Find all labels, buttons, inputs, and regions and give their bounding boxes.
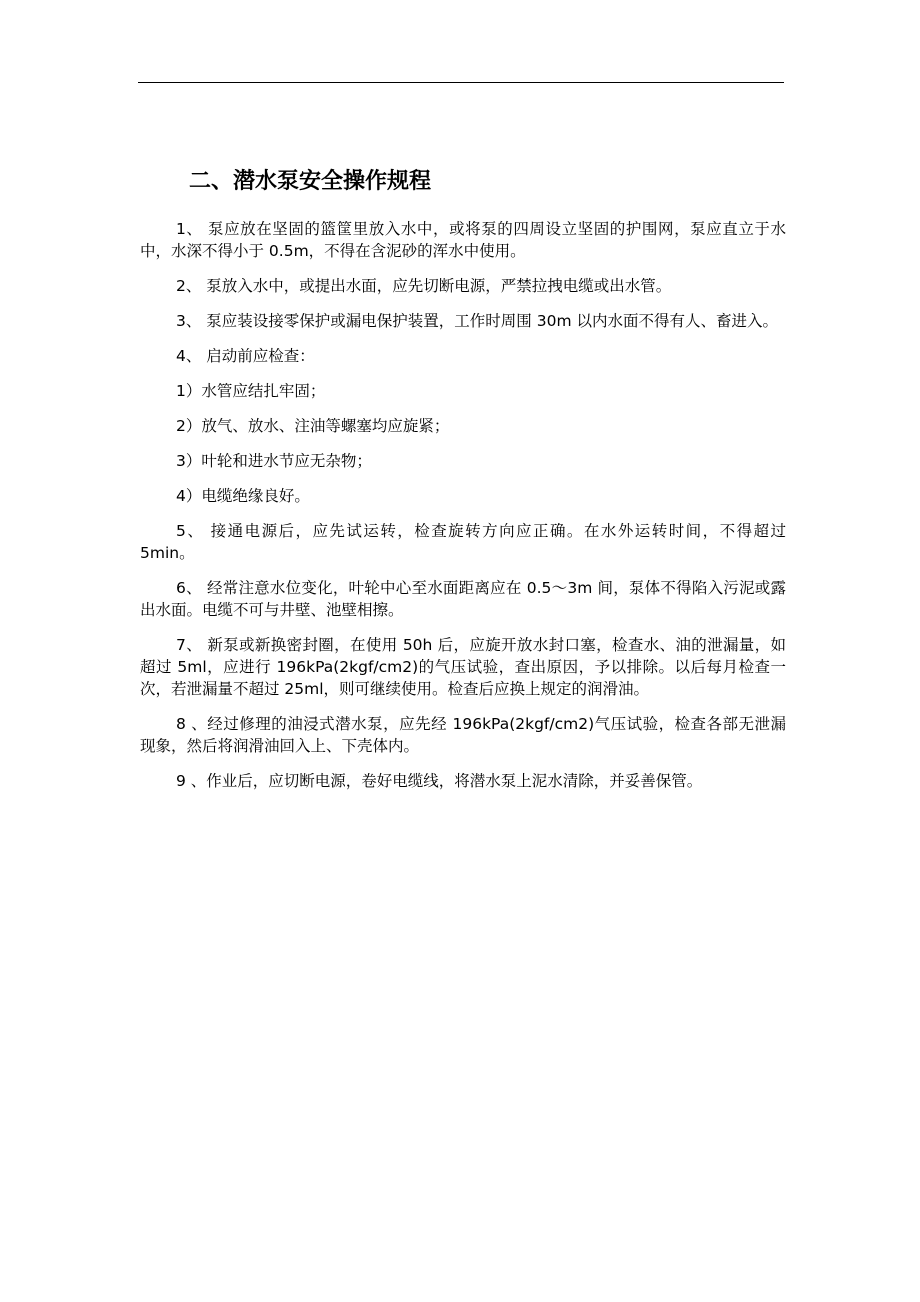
paragraph-3: 3、 泵应装设接零保护或漏电保护装置，工作时周围 30m 以内水面不得有人、畜进入。: [176, 312, 778, 330]
paragraph-8: 8 、经过修理的油浸式潜水泵，应先经 196kPa(2kgf/cm2)气压试验，检查各部无泄漏现象，然后将润滑油回入上、下壳体内。: [140, 715, 786, 755]
paragraph-4-item-2: 2）放气、放水、注油等螺塞均应旋紧；: [176, 417, 450, 435]
paragraph-4-item-1: 1）水管应结扎牢固；: [176, 382, 326, 400]
paragraph-4: 4、 启动前应检查：: [176, 347, 315, 365]
document-title: 二、潜水泵安全操作规程: [189, 169, 432, 194]
header-rule: [138, 82, 784, 83]
document-body: [140, 218, 786, 805]
paragraph-9: 9 、作业后，应切断电源，卷好电缆线，将潜水泵上泥水清除，并妥善保管。: [176, 772, 703, 790]
paragraph-6: 6、 经常注意水位变化，叶轮中心至水面距离应在 0.5～3m 间，泵体不得陷入污泥或露出水面。电缆不可与井壁、池壁相擦。: [140, 579, 786, 619]
paragraph-5: 5、 接通电源后，应先试运转，检查旋转方向应正确。在水外运转时间，不得超过 5min。: [140, 522, 786, 562]
paragraph-4-item-3: 3）叶轮和进水节应无杂物；: [176, 452, 372, 470]
paragraph-7: 7、 新泵或新换密封圈，在使用 50h 后，应旋开放水封口塞，检查水、油的泄漏量，如超过 5ml，应进行 196kPa(2kgf/cm2)的气压试验，查出原因，予以排除。以后每月检查一次，若泄漏量不超过 25ml，则可继续使用。检查后应换上规定的润滑油。: [140, 636, 786, 698]
paragraph-2: 2、 泵放入水中，或提出水面，应先切断电源，严禁拉拽电缆或出水管。: [176, 277, 672, 295]
paragraph-1: 1、 泵应放在坚固的篮筐里放入水中，或将泵的四周设立坚固的护围网，泵应直立于水中，水深不得小于 0.5m，不得在含泥砂的浑水中使用。: [140, 220, 786, 260]
paragraph-4-item-4: 4）电缆绝缘良好。: [176, 487, 310, 505]
